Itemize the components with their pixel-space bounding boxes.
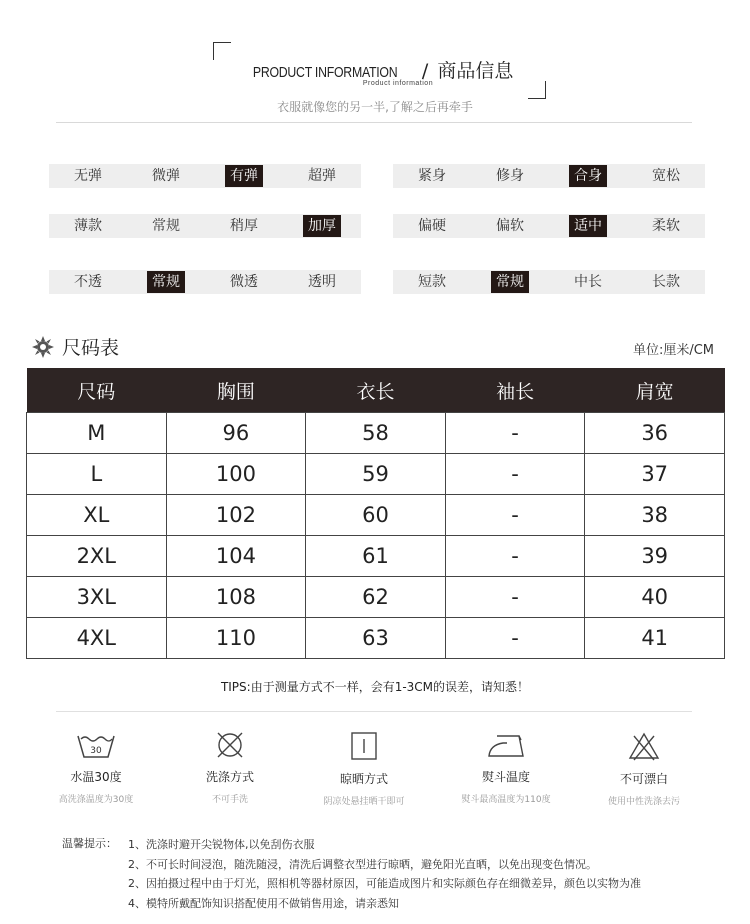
table-cell: - (445, 454, 585, 495)
attr-option (393, 270, 471, 294)
table-cell: 41 (585, 618, 725, 659)
attr-option-label: 偏硬 (418, 218, 446, 234)
table-row (27, 495, 725, 536)
attr-option (127, 164, 205, 188)
table-cell: - (445, 577, 585, 618)
table-cell: XL (27, 495, 167, 536)
section-title (0, 56, 750, 83)
care-item-drying (289, 730, 439, 807)
attr-option (205, 270, 283, 294)
attr-group-transparency (49, 270, 361, 294)
care-label: 洗涤方式 (205, 770, 254, 784)
iron-icon (485, 730, 527, 760)
table-cell: 60 (306, 495, 446, 536)
attr-option-label: 修身 (496, 168, 524, 184)
attr-option-label: 柔软 (652, 218, 680, 234)
attr-option (49, 164, 127, 188)
header-length: 衣长 (306, 368, 446, 413)
table-row (27, 618, 725, 659)
care-desc: 高洗涤温度为30度 (58, 795, 134, 805)
attr-option-label: 微弹 (152, 168, 180, 184)
attr-option-label: 加厚 (303, 215, 341, 237)
notes-list (128, 835, 641, 913)
table-row (27, 536, 725, 577)
attr-option-label: 稍厚 (230, 218, 258, 234)
attr-option-label: 有弹 (225, 165, 263, 187)
attr-option-selected (471, 270, 549, 294)
table-cell: 39 (585, 536, 725, 577)
attr-option (49, 214, 127, 238)
care-item-water-temp (21, 730, 171, 805)
note-item: 1、洗涤时避开尖锐物体,以免刮伤衣服 (128, 838, 315, 851)
care-item-ironing (431, 730, 581, 805)
sun-gear-icon (32, 336, 54, 358)
subtitle: Product information (362, 80, 434, 87)
attr-option (627, 214, 705, 238)
attr-option-selected (127, 270, 205, 294)
attr-option (127, 214, 205, 238)
attr-group-length (393, 270, 705, 294)
attr-option-selected (549, 164, 627, 188)
attr-option-label: 长款 (652, 274, 680, 290)
attr-option-label: 常规 (491, 271, 529, 293)
wash-30-icon (75, 730, 117, 760)
attr-group-elasticity (49, 164, 361, 188)
table-cell: 4XL (27, 618, 167, 659)
attr-option-selected (283, 214, 361, 238)
table-cell: 59 (306, 454, 446, 495)
care-desc: 使用中性洗涤去污 (607, 797, 680, 807)
no-bleach-icon (626, 730, 662, 762)
attr-option-label: 短款 (418, 274, 446, 290)
wash-temp-badge: 30 (90, 746, 102, 756)
attr-option-label: 无弹 (74, 168, 102, 184)
attr-option (283, 164, 361, 188)
attr-option-label: 中长 (574, 274, 602, 290)
attr-option-label: 透明 (308, 274, 336, 290)
care-label: 水温30度 (70, 770, 122, 784)
header-sleeve: 袖长 (445, 368, 585, 413)
table-cell: 100 (166, 454, 306, 495)
table-cell: 96 (166, 413, 306, 454)
table-cell: 102 (166, 495, 306, 536)
attr-option-selected (549, 214, 627, 238)
attr-option (393, 164, 471, 188)
table-cell: - (445, 495, 585, 536)
care-desc: 不可手洗 (211, 795, 248, 805)
title-cn: 商品信息 (437, 60, 514, 82)
table-cell: 36 (585, 413, 725, 454)
table-cell: 63 (306, 618, 446, 659)
divider (56, 122, 692, 123)
table-row (27, 577, 725, 618)
size-chart-title: 尺码表 (62, 337, 120, 359)
table-cell: 110 (166, 618, 306, 659)
note-item: 4、模特所戴配饰知识搭配使用不做销售用途，请亲悉知 (128, 896, 399, 910)
attr-option (49, 270, 127, 294)
attr-option (205, 214, 283, 238)
size-table (26, 368, 725, 659)
care-label: 晾晒方式 (339, 772, 388, 786)
attr-option-label: 常规 (147, 271, 185, 293)
attr-option-label: 超弹 (308, 168, 336, 184)
attr-group-softness (393, 214, 705, 238)
table-cell: L (27, 454, 167, 495)
note-item: 2、因拍摄过程中由于灯光，照相机等器材原因，可能造成图片和实际颜色存在细微差异，颜色以实物为准 (128, 877, 641, 890)
table-cell: 58 (306, 413, 446, 454)
header-chest: 胸围 (166, 368, 306, 413)
attr-option (549, 270, 627, 294)
table-cell: 104 (166, 536, 306, 577)
line-dry-icon (347, 730, 381, 762)
attr-option (627, 164, 705, 188)
table-cell: 40 (585, 577, 725, 618)
table-header-row (27, 368, 725, 413)
table-cell: 37 (585, 454, 725, 495)
table-cell: 108 (166, 577, 306, 618)
care-label: 不可漂白 (619, 772, 668, 786)
tips-text: TIPS:由于测量方式不一样，会有1-3CM的误差，请知悉！ (220, 680, 530, 694)
attr-option-label: 合身 (569, 165, 607, 187)
table-cell: - (445, 413, 585, 454)
header-shoulder: 肩宽 (585, 368, 725, 413)
attr-option-selected (205, 164, 283, 188)
care-item-wash-method (155, 730, 305, 805)
care-item-bleach (569, 730, 719, 807)
care-desc: 阴凉处悬挂晒干即可 (323, 797, 405, 807)
table-row (27, 454, 725, 495)
table-cell: - (445, 618, 585, 659)
attr-option (393, 214, 471, 238)
attr-group-thickness (49, 214, 361, 238)
table-row (27, 413, 725, 454)
slogan: 衣服就像您的另一半,了解之后再牵手 (277, 100, 473, 114)
unit-label: 单位:厘米/CM (632, 343, 714, 358)
attr-option (471, 214, 549, 238)
attr-option-label: 微透 (230, 274, 258, 290)
title-en: PRODUCT INFORMATION (252, 64, 397, 81)
table-cell: - (445, 536, 585, 577)
attr-option-label: 偏软 (496, 218, 524, 234)
attr-option-label: 薄款 (74, 218, 102, 234)
table-cell: 38 (585, 495, 725, 536)
attr-option (283, 270, 361, 294)
header-size: 尺码 (27, 368, 167, 413)
attr-option-label: 适中 (569, 215, 607, 237)
attr-option (471, 164, 549, 188)
attr-option-label: 常规 (152, 218, 180, 234)
attr-option-label: 不透 (74, 274, 102, 290)
table-cell: 62 (306, 577, 446, 618)
attr-option-label: 宽松 (652, 168, 680, 184)
no-hand-wash-icon (213, 730, 247, 760)
attr-group-fit (393, 164, 705, 188)
size-chart-heading (32, 333, 119, 360)
table-cell: M (27, 413, 167, 454)
attr-option (627, 270, 705, 294)
table-cell: 61 (306, 536, 446, 577)
care-label: 熨斗温度 (481, 770, 530, 784)
notes-label: 温馨提示： (62, 837, 117, 850)
care-desc: 熨斗最高温度为110度 (461, 795, 551, 805)
table-cell: 3XL (27, 577, 167, 618)
title-separator: / (421, 60, 429, 82)
divider (56, 711, 692, 712)
table-cell: 2XL (27, 536, 167, 577)
attr-option-label: 紧身 (418, 168, 446, 184)
note-item: 2、不可长时间浸泡，随洗随浸，清洗后调整衣型进行晾晒，避免阳光直晒，以免出现变色情况。 (128, 857, 597, 871)
